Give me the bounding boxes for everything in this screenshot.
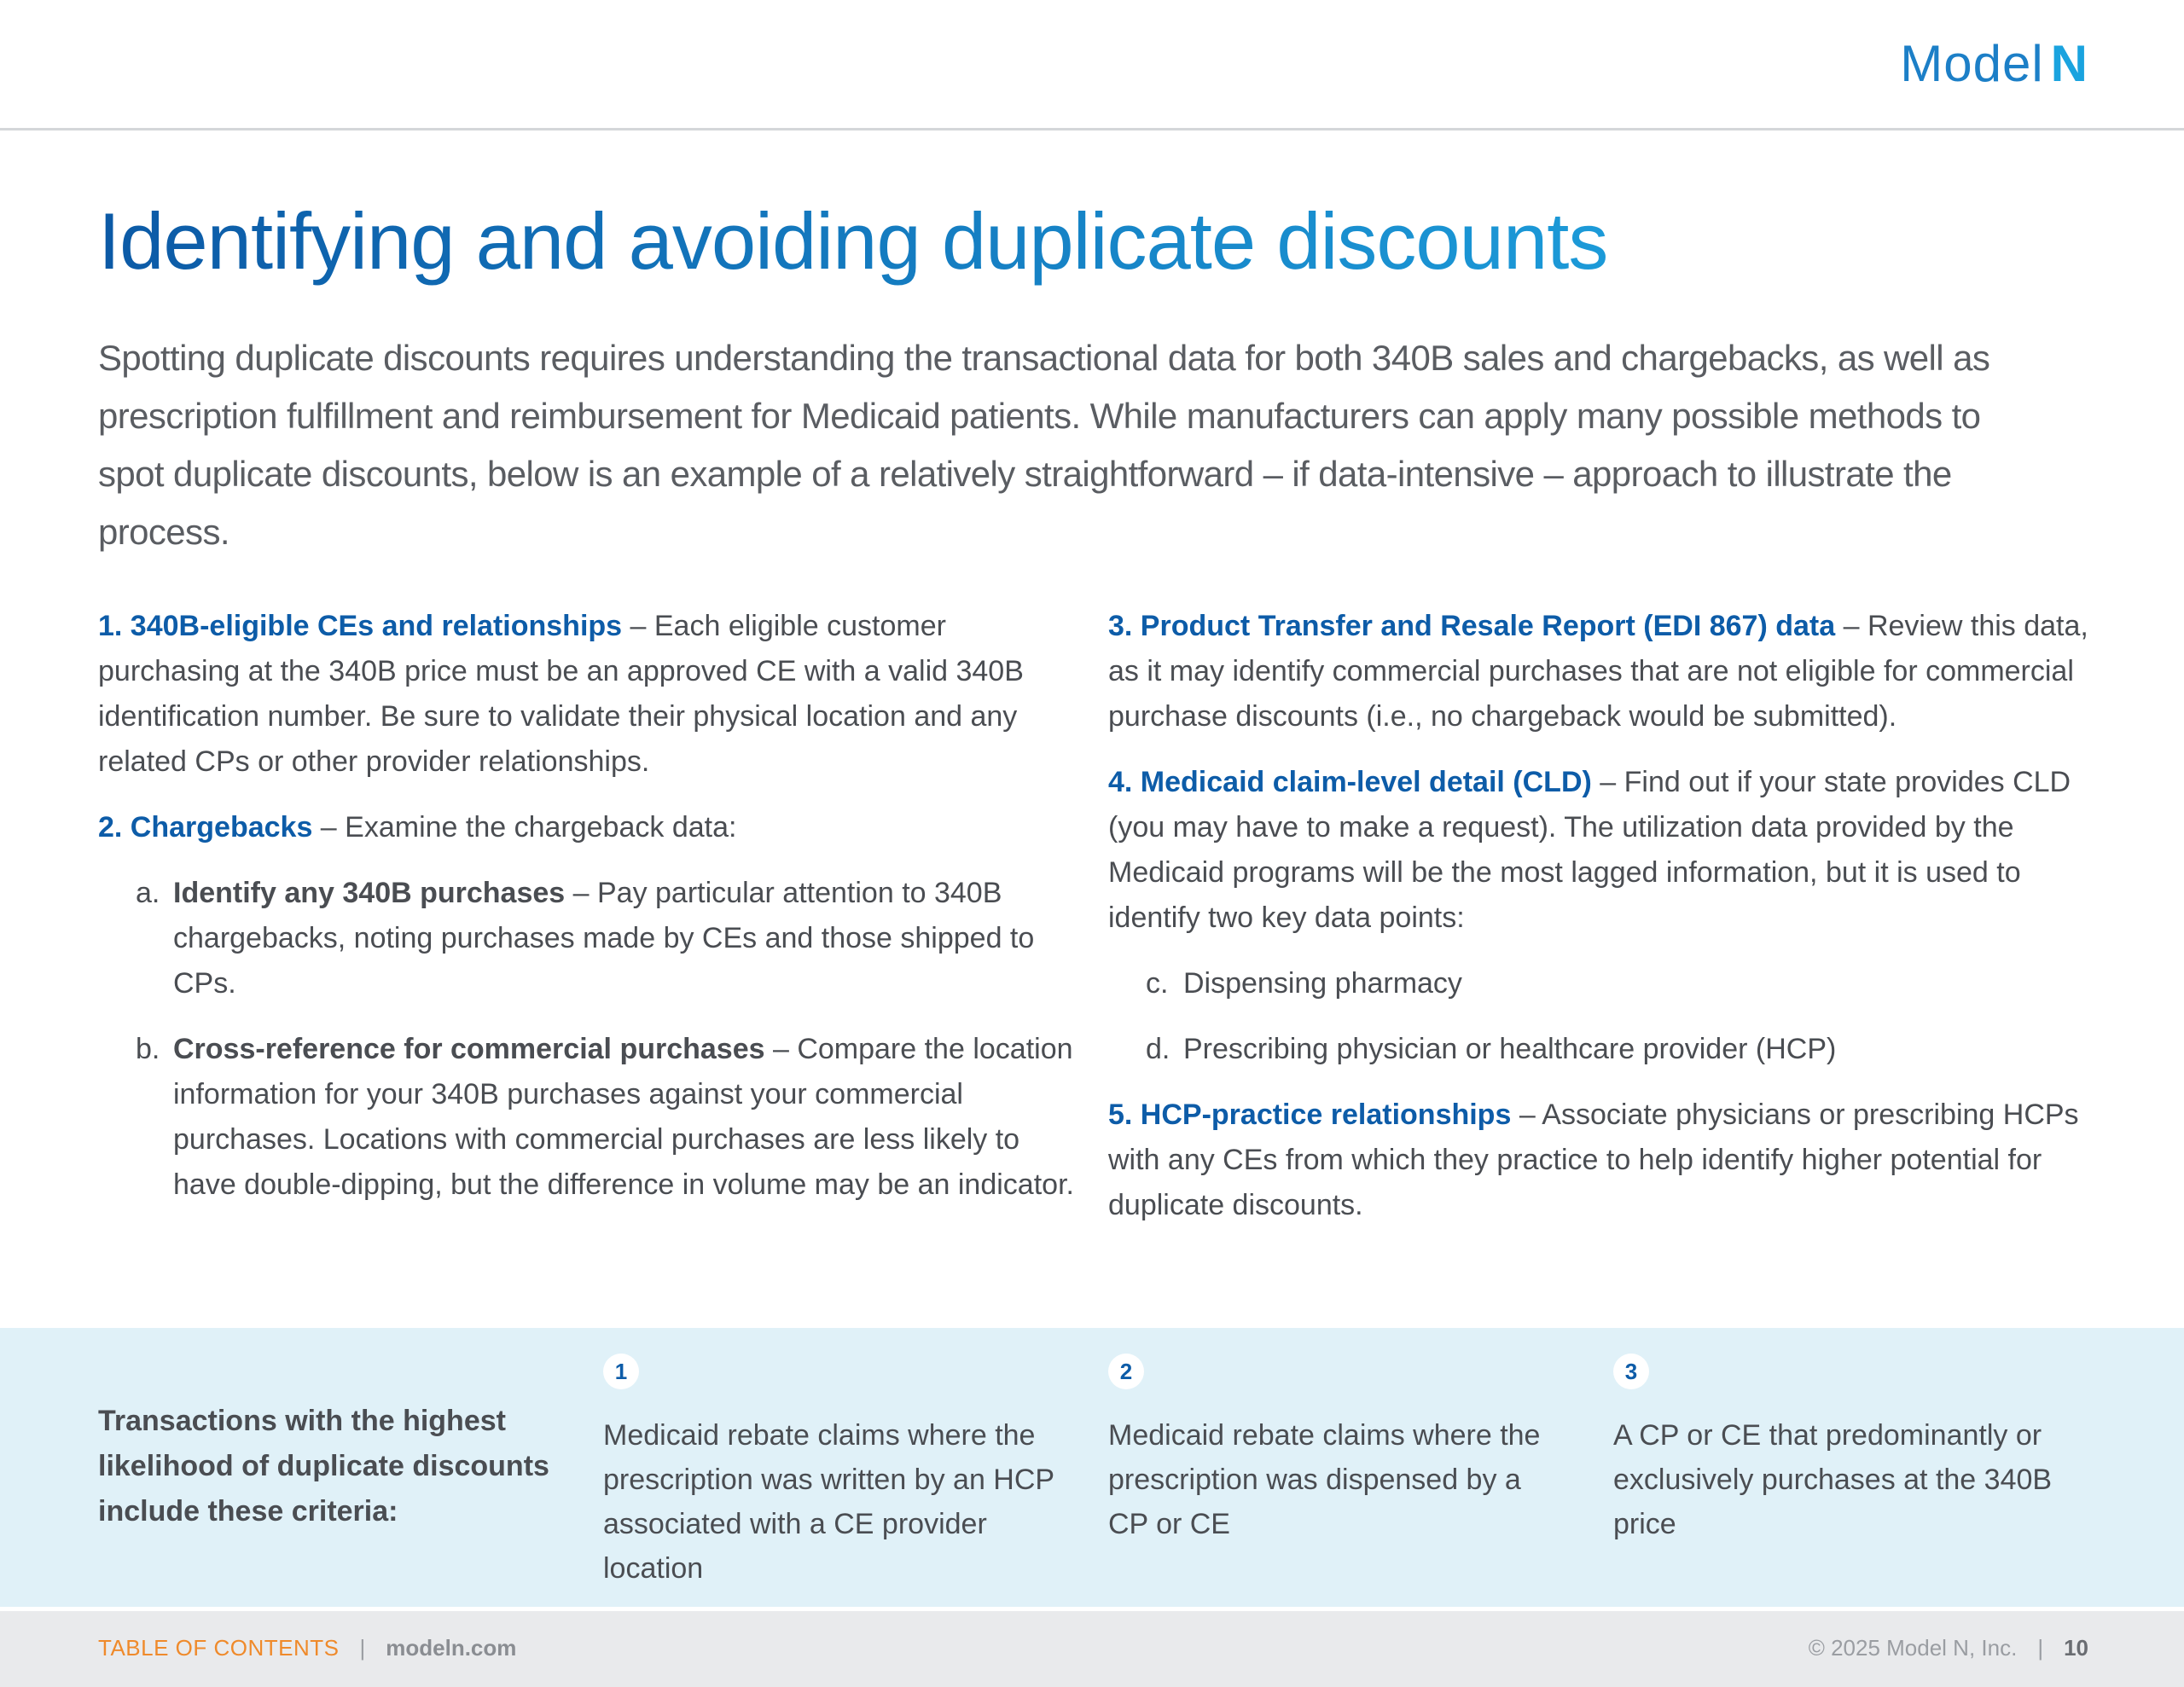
criterion-3 (1613, 1354, 2065, 1546)
criterion-1 (603, 1354, 1055, 1591)
subitem-marker: a. (136, 877, 160, 909)
criterion-text: Medicaid rebate claims where the prescription was dispensed by a CP or CE (1108, 1419, 1541, 1540)
logo-wordmark: Model (1900, 35, 2044, 92)
website-link[interactable]: modeln.com (386, 1635, 517, 1661)
table-of-contents-link[interactable]: TABLE OF CONTENTS (98, 1635, 340, 1661)
criterion-number-badge: 3 (1613, 1354, 1649, 1389)
copyright-text: © 2025 Model N, Inc. (1808, 1635, 2018, 1661)
page-footer (0, 1611, 2184, 1687)
subitem-marker: c. (1146, 967, 1169, 1000)
item-body: – Review this data, as it may identify commercial purchases that are not eligible for commercial purchase discounts (i.e., no chargeback would be submitted). (1108, 610, 2088, 733)
item-body: – Each eligible customer purchasing at the 340B price must be an approved CE with a valid 340B identification number. Be sure to validate their physical location and any related CPs or other provider relationships. (98, 610, 1024, 778)
subitem-text: Prescribing physician or healthcare provider (HCP) (1183, 1033, 1837, 1065)
subitem-prescribing-physician (1108, 1027, 2089, 1072)
subitem-dispensing-pharmacy (1108, 961, 2089, 1006)
subitem-lead: Cross-reference for commercial purchases (173, 1033, 765, 1065)
item-hcp-practice-relationships (1108, 1093, 2089, 1228)
item-lead: 5. HCP-practice relationships (1108, 1099, 1512, 1131)
criterion-2 (1108, 1354, 1560, 1546)
criterion-text: Medicaid rebate claims where the prescription was written by an HCP associated with a CE provider location (603, 1419, 1054, 1585)
criterion-number-badge: 2 (1108, 1354, 1144, 1389)
intro-paragraph: Spotting duplicate discounts requires understanding the transactional data for both 340B sales and chargebacks, as well as prescription fulfillment and reimbursement for Medicaid patients. While manufacturers can apply many possible methods to spot duplicate discounts, below is an example of a relatively straightforward – if data-intensive – approach to illustrate the process. (98, 338, 1990, 552)
item-edi-867-data (1108, 604, 2089, 739)
item-lead: 2. Chargebacks (98, 811, 313, 844)
page-title: Identifying and avoiding duplicate discounts (98, 194, 1607, 288)
item-medicaid-cld (1108, 760, 2089, 941)
subitem-marker: d. (1146, 1033, 1170, 1065)
item-lead: 4. Medicaid claim-level detail (CLD) (1108, 766, 1592, 798)
item-340b-eligible-ces (98, 604, 1088, 785)
subitem-lead: Identify any 340B purchases (173, 877, 566, 909)
item-body: – Find out if your state provides CLD (you may have to make a request). The utilization data provided by the Medicaid programs will be the most lagged information, but it is used to identify two key data points: (1108, 766, 2071, 934)
subitem-identify-340b-purchases (98, 871, 1088, 1006)
logo-mark: N (2050, 35, 2088, 92)
item-lead: 3. Product Transfer and Resale Report (EDI 867) data (1108, 610, 1836, 642)
subitem-text: Dispensing pharmacy (1183, 967, 1462, 1000)
subitem-body: – Pay particular attention to 340B chargebacks, noting purchases made by CEs and those shipped to CPs. (173, 877, 1035, 1000)
item-lead: 1. 340B-eligible CEs and relationships (98, 610, 623, 642)
subitem-body: – Compare the location information for your 340B purchases against your commercial purchases. Locations with commercial purchases are less likely to have double-dipping, but the difference in volume may be an indicator. (173, 1033, 1074, 1201)
footer-separator: | (2037, 1635, 2044, 1661)
model-n-logo[interactable] (1900, 34, 2088, 93)
footer-right (1809, 1635, 2088, 1661)
subitem-cross-reference (98, 1027, 1088, 1208)
footer-left (98, 1635, 516, 1661)
right-column (1108, 604, 2089, 1249)
page-header (0, 0, 2184, 130)
item-chargebacks (98, 805, 1088, 850)
item-body: – Associate physicians or prescribing HCPs with any CEs from which they practice to help identify higher potential for duplicate discounts. (1108, 1099, 2079, 1221)
criteria-label: Transactions with the highest likelihood of duplicate discounts include these criteria: (98, 1405, 549, 1528)
subitem-marker: b. (136, 1033, 160, 1065)
left-column (98, 604, 1088, 1228)
criterion-number-badge: 1 (603, 1354, 639, 1389)
footer-separator: | (359, 1635, 366, 1661)
page-number: 10 (2064, 1635, 2088, 1661)
criterion-text: A CP or CE that predominantly or exclusively purchases at the 340B price (1613, 1419, 2053, 1540)
item-body: – Examine the chargeback data: (312, 811, 737, 844)
